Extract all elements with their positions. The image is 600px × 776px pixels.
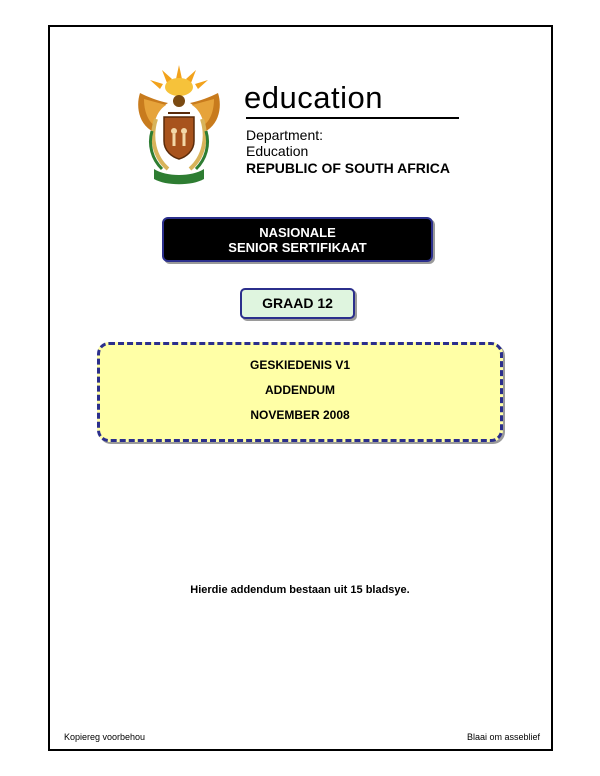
exam-title-box	[162, 217, 433, 262]
subject-box	[97, 342, 503, 442]
turn-over-footer: Blaai om asseblief	[466, 732, 540, 742]
brand-divider	[246, 117, 459, 119]
copyright-footer: Kopiereg voorbehou	[64, 732, 146, 742]
page-count-note: Hierdie addendum bestaan uit 15 bladsye.	[190, 584, 410, 596]
department-label: Department:	[246, 127, 324, 143]
grade-badge: GRAAD 12	[240, 288, 355, 319]
subject-name: GESKIEDENIS V1	[249, 358, 351, 372]
exam-date: NOVEMBER 2008	[250, 408, 350, 422]
country-name: REPUBLIC OF SOUTH AFRICA	[246, 160, 451, 176]
exam-title-line2: SENIOR SERTIFIKAAT	[228, 239, 367, 255]
exam-title-line1: NASIONALE	[259, 224, 336, 240]
coat-of-arms-icon	[134, 65, 224, 187]
brand-wordmark: education	[244, 80, 383, 115]
document-type: ADDENDUM	[265, 383, 335, 397]
department-name: Education	[246, 143, 309, 159]
